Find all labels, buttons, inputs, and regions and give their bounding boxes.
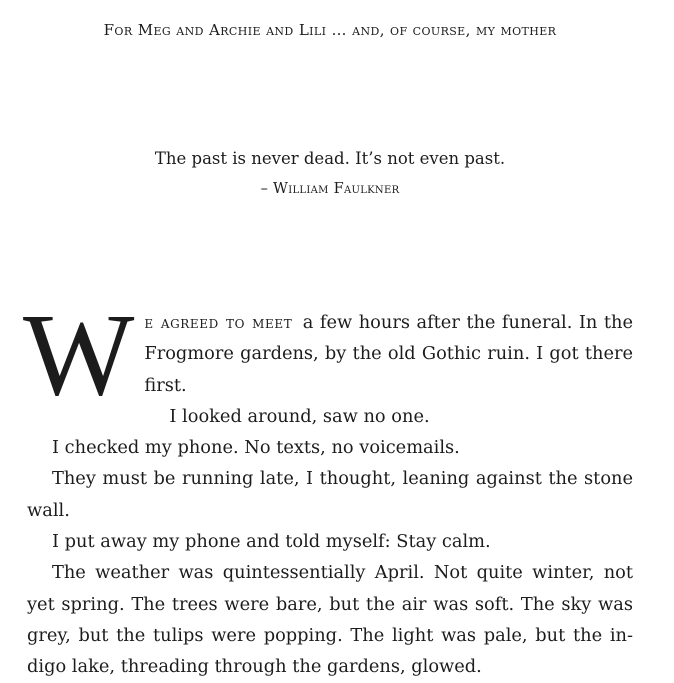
epigraph-quote: The past is never dead. It’s not even past. [154,149,506,168]
paragraph: The weather was quintessentially April. Not quite winter, not yet spring. The trees were bare, but the air was soft. The sky was grey, but the tulips were popping. The light was pale, but the indigo lake, threading through the gardens, glowed. [27,562,633,678]
paragraph: I checked my phone. No texts, no voicemails. [52,437,460,459]
drop-cap: W [23,289,135,420]
dedication: For Meg and Archie and Lili … and, of course, my mother [103,21,557,39]
epigraph-attribution: – William Faulkner [260,181,400,197]
paragraph: I looked around, saw no one. [169,405,430,427]
epigraph [0,147,660,197]
paragraph: I put away my phone and told myself: Stay calm. [52,531,491,553]
lead-in-text: e agreed to meet [144,312,293,333]
paragraph: They must be running late, I thought, leaning against the stone wall. [27,468,633,521]
chapter-body [23,289,633,683]
opening-paragraph-text: a few hours after the funeral. In the Frogmore gardens, by the old Gothic ruin. I got there first. [144,312,633,396]
